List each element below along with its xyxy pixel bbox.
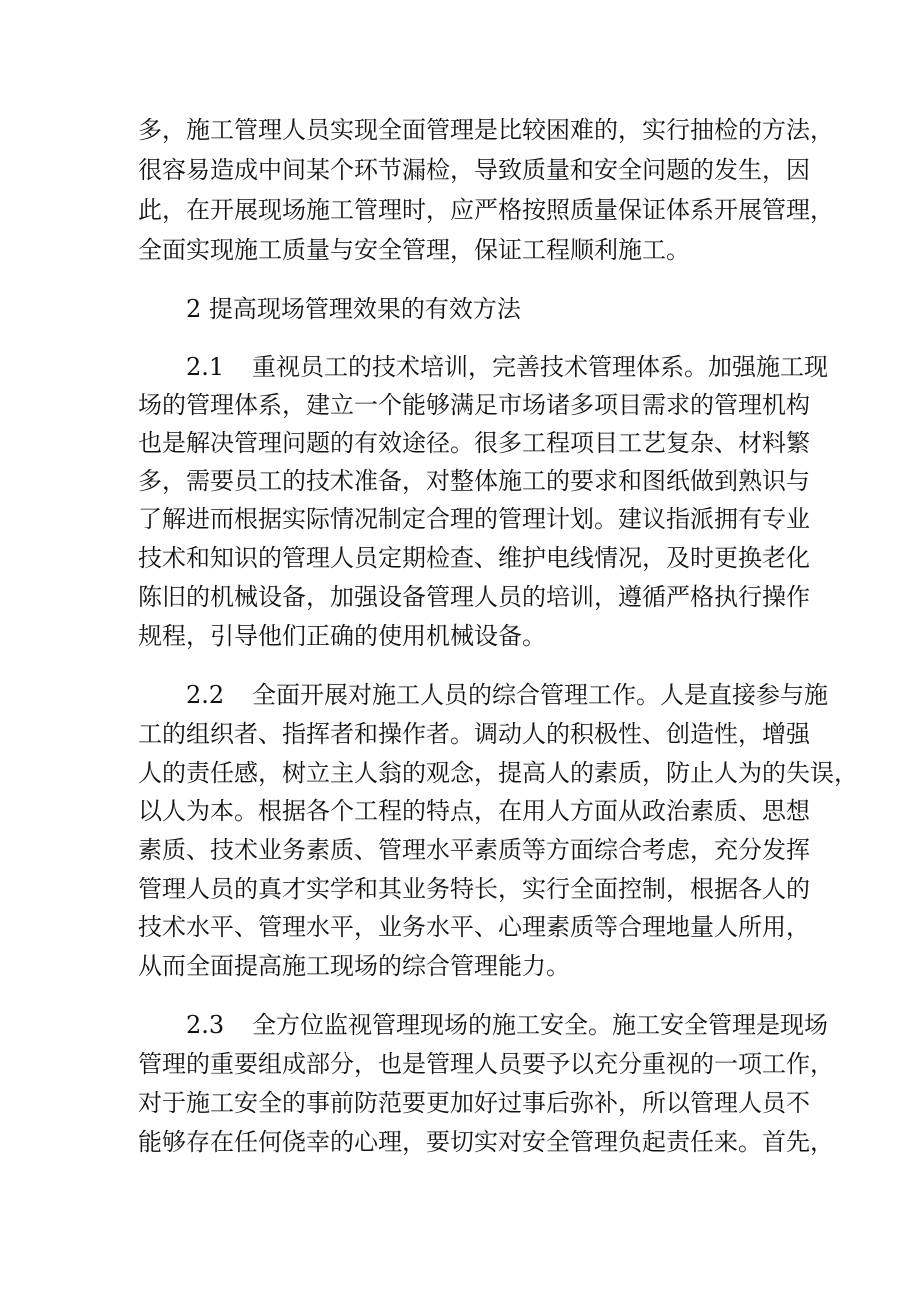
text-line: 技术和知识的管理人员定期检查、维护电线情况，及时更换老化 (138, 544, 810, 572)
text-span: 全方位监视管理现场的施工安全。施工安全管理是现场 (252, 1011, 828, 1039)
text-line: 管理人员的真才实学和其业务特长，实行全面控制，根据各人的 (138, 875, 810, 903)
text-span: 全面开展对施工人员的综合管理工作。人是直接参与施 (252, 681, 828, 709)
text-line: 对于施工安全的事前防范要更加好过事后弥补，所以管理人员不 (138, 1089, 810, 1117)
text-line: 场的管理体系，建立一个能够满足市场诸多项目需求的管理机构 (138, 391, 810, 419)
text-line: 以人为本。根据各个工程的特点，在用人方面从政治素质、思想 (138, 797, 810, 825)
text-line: 素质、技术业务素质、管理水平素质等方面综合考虑，充分发挥 (138, 836, 810, 864)
text-span: 重视员工的技术培训，完善技术管理体系。加强施工现 (252, 353, 828, 381)
text-line: 规程，引导他们正确的使用机械设备。 (138, 622, 546, 650)
text-line: 全面实现施工质量与安全管理，保证工程顺利施工。 (138, 236, 690, 264)
text-line: 多，需要员工的技术准备，对整体施工的要求和图纸做到熟识与 (138, 467, 810, 495)
text-line: 从而全面提高施工现场的综合管理能力。 (138, 952, 570, 980)
text-line: 人的责任感，树立主人翁的观念，提高人的素质，防止人为的失误， (138, 759, 858, 787)
text-line: 很容易造成中间某个环节漏检，导致质量和安全问题的发生，因 (138, 156, 810, 184)
text-line: 陈旧的机械设备，加强设备管理人员的培训，遵循严格执行操作 (138, 583, 810, 611)
section-number: 2.2 (186, 681, 225, 709)
paragraph-first-line (186, 678, 828, 712)
text-line: 了解进而根据实际情况制定合理的管理计划。建议指派拥有专业 (138, 505, 810, 533)
text-line: 也是解决管理问题的有效途径。很多工程项目工艺复杂、材料繁 (138, 429, 810, 457)
paragraph-first-line (186, 1008, 828, 1042)
text-line: 管理的重要组成部分，也是管理人员要予以充分重视的一项工作， (138, 1050, 834, 1078)
section-number: 2.3 (186, 1011, 225, 1039)
section-number: 2.1 (186, 353, 225, 381)
section-heading: 2 提高现场管理效果的有效方法 (186, 295, 521, 323)
text-line: 技术水平、管理水平，业务水平、心理素质等合理地量人所用， (138, 913, 810, 941)
text-line: 能够存在任何侥幸的心理，要切实对安全管理负起责任来。首先， (138, 1128, 834, 1156)
paragraph-first-line (186, 350, 828, 384)
text-line: 工的组织者、指挥者和操作者。调动人的积极性、创造性，增强 (138, 720, 810, 748)
text-line: 多，施工管理人员实现全面管理是比较困难的，实行抽检的方法， (138, 116, 834, 144)
text-line: 此，在开展现场施工管理时，应严格按照质量保证体系开展管理， (138, 196, 834, 224)
